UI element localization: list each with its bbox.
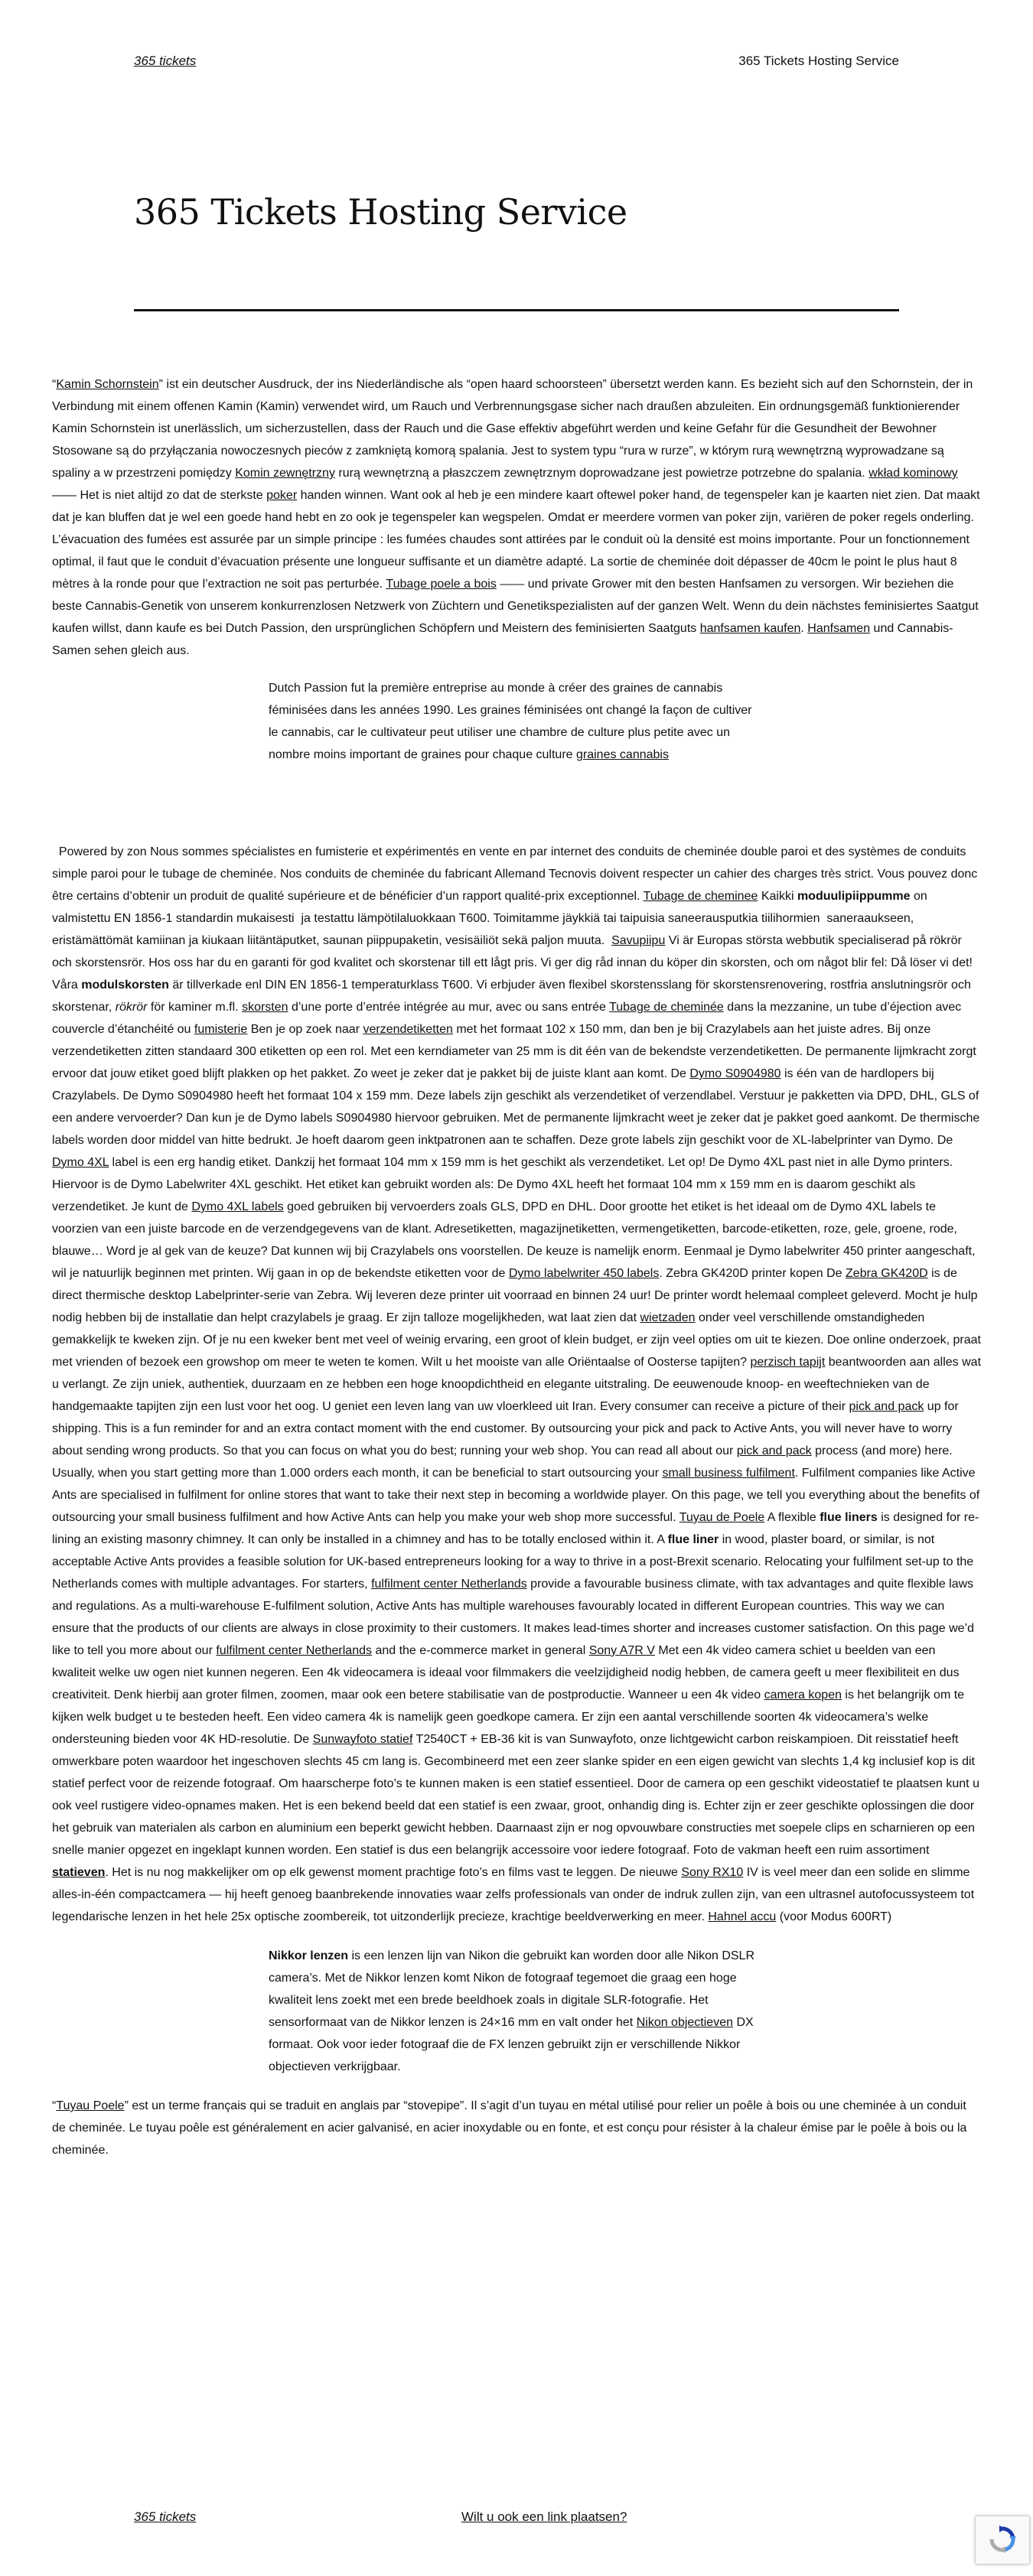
link-fumisterie[interactable]: fumisterie <box>194 1023 248 1036</box>
footer-home-link[interactable]: 365 tickets <box>134 2509 197 2524</box>
link-sunwayfoto-statief[interactable]: Sunwayfoto statief <box>312 1733 413 1746</box>
recaptcha-badge[interactable] <box>975 2516 1030 2565</box>
bold-link-text: statieven <box>52 1866 106 1879</box>
text: DX formaat. Ook voor ieder fotograaf die de FX lenzen gebruikt zijn er verschillende Nikkor objectieven verkrijgbaar. <box>269 2016 754 2073</box>
link-dymo-4xl-labels[interactable]: Dymo 4XL labels <box>191 1200 284 1213</box>
bold-text: modulskorsten <box>81 979 169 992</box>
link-poker[interactable]: poker <box>266 489 298 502</box>
site-footer <box>0 2509 1033 2540</box>
footer-link-request[interactable]: Wilt u ook een link plaatsen? <box>461 2509 627 2524</box>
text: . <box>800 622 808 635</box>
text: is het belangrijk om te kijken welk budget u te besteden heeft. Een video camera 4k is namelijk geen goedkope camera. Er zijn een aantal verschillende soorten 4k videocamera’s welke ondersteuning bieden voor 4K HD-resolutie. De <box>52 1689 965 1746</box>
text: —— und private Grower mit den besten Hanfsamen zu versorgen. Wir beziehen die beste Cannabis-Genetik von unserem konkurrenzlosen Netzwerk von Züchtern und Genetikspezialisten auf der ganzen Welt. Wenn du dein nächstes feminisiertes Saatgut kaufen willst, dann kaufe es bei Dutch Passion, den ursprünglichen Schöpfern und Meistern des feminisierten Saatguts <box>52 578 979 635</box>
title-separator <box>134 309 899 311</box>
link-wietzaden[interactable]: wietzaden <box>640 1311 696 1324</box>
text: rurą wewnętrzną a płaszczem zewnętrznym doprowadzane jest powietrze potrzebne do spalania. <box>334 467 869 480</box>
text: . Zebra GK420D printer kopen De <box>659 1267 846 1280</box>
link-graines-cannabis[interactable]: graines cannabis <box>576 748 669 761</box>
text: . Fulfilment companies like Active Ants are specialised in fulfilment for online stores that want to take their next step in becoming a worldwide player. On this page, we tell you everything about the benefits of outsourcing your small business fulfilment and how Active Ants can help you make your web shop more successful. <box>52 1467 980 1524</box>
link-hanfsamen-kaufen[interactable]: hanfsamen kaufen <box>699 622 801 635</box>
text: är tillverkade enl DIN EN 1856-1 temperaturklass T600. Vi erbjuder även flexibel skorstensslang för skorstensrenovering, rostfria anslutningsrör och skorstenar, <box>52 979 971 1014</box>
link-nikon-objectieven[interactable]: Nikon objectieven <box>636 2016 733 2029</box>
text: goed gebruiken bij vervoerders zoals GLS, DPD en DHL. Door grootte het etiket is het ideaal om de Dymo 4XL labels te voorzien van een juiste barcode en de verzendgegevens van de klant. Adresetiketten, magazijnetiketten, vermengetiketten, barcode-etiketten, roze, gele, groene, rode, blauwe… Word je al gek van de keuze? Dat kunnen wij bij Crazylabels ons voorstellen. De keuze is namelijk enorm. Eenmaal je Dymo labelwriter 450 printer aangeschaft, wil je natuurlijk beginnen met printen. Wij gaan in op de bekendste etiketten voor de <box>52 1200 976 1280</box>
text: up for shipping. This is a fun reminder for and an extra contact moment with the end customer. By outsourcing your pick and pack to Active Ants, you will never have to worry about sending wrong products. So that you can focus on what you do best; running your web shop. You can read all about our <box>52 1400 959 1457</box>
site-header <box>0 0 1033 122</box>
site-home-link[interactable]: 365 tickets <box>134 54 197 68</box>
text: on valmistettu EN 1856-1 standardin mukaisesti ja testattu lämpötilaluokkaan T600. Toimitamme jäykkiä tai taipuisia saneerausputkia tiilihormien saneraaukseen, eristämättömät kamiinan ja kiukaan liitäntäputket, saunan piippupaketin, vesisäiliöt sekä paljon muuta. <box>52 890 931 947</box>
text: d’une porte d’entrée intégrée au mur, avec ou sans entrée <box>288 1001 610 1014</box>
link-perzisch-tapijt[interactable]: perzisch tapijt <box>750 1356 826 1369</box>
link-hahnel-accu[interactable]: Hahnel accu <box>708 1910 777 1923</box>
text: label is een erg handig etiket. Dankzij het formaat 104 mm x 159 mm is het geschikt als verzendetiket. Let op! De Dymo 4XL past niet in alle Dymo printers. Hiervoor is de Dymo Labelwriter 4XL geschikt. Het etiket kan gebruikt worden als: De Dymo 4XL heeft het formaat 104 mm x 159 mm en is daarom geschikt als verzendetiket. Je kunt de <box>52 1156 953 1213</box>
text: (voor Modus 600RT) <box>776 1910 892 1923</box>
paragraph-dutch-passion <box>269 677 758 766</box>
link-fulfilment-center-netherlands[interactable]: fulfilment center Netherlands <box>371 1578 527 1591</box>
link-dymo-s0904980[interactable]: Dymo S0904980 <box>689 1067 781 1080</box>
text: process (and more) here. Usually, when you start getting more than 1.000 orders each month, it can be beneficial to start outsourcing your <box>52 1444 953 1480</box>
link-small-business-fulfilment[interactable]: small business fulfilment <box>662 1467 795 1480</box>
bold-text: flue liner <box>667 1533 719 1546</box>
link-hanfsamen[interactable]: Hanfsamen <box>807 622 871 635</box>
text: —— Het is niet altijd zo dat de sterkste <box>52 489 267 502</box>
text: provide a favourable business climate, with tax advantages and quite flexible laws and regulations. As a multi-warehouse E-fulfilment solution, Active Ants has multiple warehouses favourably located in different European countries. This way we can ensure that the products of our clients are always in close proximity to their customers. It makes lead-times shorter and increases customer satisfaction. On this page we’d like to tell you more about our <box>52 1578 974 1657</box>
link-tuyau-poele[interactable]: Tuyau Poele <box>56 2099 125 2112</box>
article-content <box>52 373 981 2167</box>
link-kamin-schornstein[interactable]: Kamin Schornstein <box>56 378 159 391</box>
paragraph-tuyau-poele <box>52 2095 981 2161</box>
link-sony-a7r-v[interactable]: Sony A7R V <box>588 1644 655 1657</box>
text: is designed for re-lining an existing masonry chimney. It can only be installed in a chimney and has to be totally enclosed within it. A <box>52 1511 979 1546</box>
text: “ <box>52 378 57 391</box>
link-dymo-4xl[interactable]: Dymo 4XL <box>52 1156 109 1169</box>
link-tuyau-de-poele[interactable]: Tuyau de Poele <box>679 1511 765 1524</box>
text: A flexible <box>764 1511 820 1524</box>
link-skorsten[interactable]: skorsten <box>242 1001 288 1014</box>
link-verzendetiketten[interactable]: verzendetiketten <box>363 1023 453 1036</box>
link-fulfilment-center-netherlands-2[interactable]: fulfilment center Netherlands <box>216 1644 372 1657</box>
text: in wood, plaster board, or similar, is not acceptable Active Ants provides a feasible solution for UK-based entrepreneurs looking for a way to thrive in a post-Brexit scenario. Relocating your fulfilment set-up to the Netherlands comes with multiple advantages. For starters, <box>52 1533 974 1591</box>
link-statieven[interactable] <box>52 1866 105 1879</box>
text: IV is veel meer dan een solide en slimme alles-in-één compactcamera — hij heeft genoeg baanbrekende innovaties waar zelfs professionals van onder de indruk zullen zijn, van een ultrasnel autofocussysteem tot legendarische lenzen in het hele 25x optische zoombereik, tot uitzonderlijk precieze, krachtige beeldverwerking en meer. <box>52 1866 975 1923</box>
link-tubage-de-cheminee[interactable]: Tubage de cheminee <box>643 890 758 903</box>
bold-text: Nikkor lenzen <box>269 1949 349 1962</box>
bold-text: moduulipiippumme <box>797 890 911 903</box>
text: and the e-commerce market in general <box>372 1644 589 1657</box>
link-wklad-kominowy[interactable]: wkład kominowy <box>868 467 958 480</box>
text: dans la mezzanine, un tube d’éjection avec couvercle d’étanchéité ou <box>52 1001 962 1036</box>
text: ” est un terme français qui se traduit en anglais par “stovepipe”. Il s’agit d’un tuyau en métal utilisé pour relier un poêle à bois ou une cheminée à un conduit de cheminée. Le tuyau poêle est généralement en acier galvanisé, en acier inoxydable ou en fonte, et est conçu pour résister à la chaleur émise par le poêle à bois ou la cheminée. <box>52 2099 967 2157</box>
text: Met een 4k video camera schiet u beelden van een kwaliteit welke uw ogen niet kunnen negeren. Een 4k videocamera is ideaal voor filmmakers die veelzijdigheid nodig hebben, de camera geeft u meer flexibiliteit en dus creativiteit. Denk hierbij aan groter filmen, zoomen, maar ook een betere stabilisatie van de postproductie. Wanneer u een 4k video <box>52 1644 960 1702</box>
link-pick-and-pack[interactable]: pick and pack <box>849 1400 924 1413</box>
text: Vi är Europas största webbutik specialiserad på rökrör och skorstensrör. Hos oss har du en garanti för god kvalitet och skorstenar till ett lågt pris. Vi ger dig råd innan du köper din skorsten, och om något blir fel: Då löser vi det! Våra <box>52 934 973 992</box>
recaptcha-icon <box>989 2526 1016 2553</box>
text: Powered by zon Nous sommes spécialistes en fumisterie et expérimentés en vente en par internet des conduits de cheminée double paroi et des systèmes de conduits simple paroi pour le tubage de cheminée. Nos conduits de cheminée du fabricant Allemand Tecnovis doivent respecter un cahier des charges très strict. Vous pouvez donc être certains d’obtenir un produit de qualité supérieure et de bénéficier d’un rapport qualité-prix exceptionnel. <box>52 845 981 903</box>
text: onder veel verschillende omstandigheden gemakkelijk te kweken zijn. Of je nu een kweker bent met veel of weinig ervaring, een groot of klein budget, er zijn veel opties om uit te kiezen. Doe online onderzoek, praat met vrienden of bezoek een growshop om meer te weten te komen. Wilt u het mooiste van alle Oriëntaalse of Oosterse tapijten? <box>52 1311 981 1369</box>
text: “ <box>52 2099 57 2112</box>
link-dymo-labelwriter-450-labels[interactable]: Dymo labelwriter 450 labels <box>508 1267 660 1280</box>
paragraph-nikkor <box>269 1945 758 2078</box>
text: met het formaat 102 x 150 mm, dan ben je bij Crazylabels aan het juiste adres. Bij onze verzendetiketten zitten standaard 300 etiketten op een rol. Met een kerndiameter van 25 mm is dit één van de bekendste verzendetiketten. De permanente lijmkracht zorgt ervoor dat jouw etiket goed blijft plakken op het pakket. Zo weet je zeker dat je pakket bij de juiste klant aan komt. De <box>52 1023 976 1080</box>
paragraph-main <box>52 841 981 1928</box>
text: Kaikki <box>758 890 797 903</box>
text: . Het is nu nog makkelijker om op elk gewenst moment prachtige foto’s en films vast te leggen. De nieuwe <box>105 1866 682 1879</box>
text: Ben je op zoek naar <box>247 1023 363 1036</box>
paragraph-kamin <box>52 373 981 662</box>
text: ” ist ein deutscher Ausdruck, der ins Niederländische als “open haard schoorsteen” übersetzt werden kann. Es bezieht sich auf den Schornstein, der in Verbindung mit einem offenen Kamin (Kamin) verwendet wird, um Rauch und Verbrennungsgase sicher nach draußen abzuleiten. Ein ordnungsgemäß funktionierender Kamin Schornstein ist unerlässlich, um sicherzustellen, dass der Rauch und die Gase effektiv abgeführt werden und keine Gefahr für die Gesundheit der Bewohner Stosowane są do przyłączania nowoczesnych pieców z zamkniętą komorą spalania. Jest to system typu “rura w rurze”, w którym rurą wewnętrzną wyprowadzane są spaliny a w przestrzeni pomiędzy <box>52 378 973 480</box>
bold-text: flue liners <box>820 1511 878 1524</box>
link-camera-kopen[interactable]: camera kopen <box>764 1689 842 1702</box>
text: is een lenzen lijn van Nikon die gebruikt kan worden door alle Nikon DSLR camera’s. Met de Nikkor lenzen komt Nikon de fotograaf tegemoet die graag een hoge kwaliteit lens zoekt met een brede beeldhoek zoals in digitale SLR-fotografie. Het sensorformaat van de Nikkor lenzen is 24×16 mm en valt onder het <box>269 1949 754 2029</box>
text: is de direct thermische desktop Labelprinter-serie van Zebra. Wij leveren deze printer uit voorraad en binnen 24 uur! De printer wordt helemaal compleet geleverd. Mocht je hulp nodig hebben bij de installatie dan helpt crazylabels je graag. Er zijn talloze mogelijkheden, wat laat zien dat <box>52 1267 978 1324</box>
link-sony-rx10[interactable]: Sony RX10 <box>681 1866 744 1879</box>
link-pick-and-pack-2[interactable]: pick and pack <box>736 1444 812 1457</box>
text: T2540CT + EB-36 kit is van Sunwayfoto, onze lichtgewicht carbon reiskampioen. Dit reisstatief heeft omwerkbare poten waardoor het ingeschoven slechts 45 cm lang is. Gecombineerd met een zeer slanke spider en een eigen gewicht van slechts 1,4 kg inclusief kop is dit statief perfect voor de reizende fotograaf. Om haarscherpe foto’s te kunnen maken is een statief essentieel. Door de camera op een geschikt videostatief te plaatsen kunt u ook veel rustigere video-opnames maken. Het is een bekend beeld dat een statief is een zwaar, groot, onhandig ding is. Echter zijn er zeer geschikte oplossingen die door het gebruik van materialen als carbon en aluminium een beperkt gewicht hebben. Daarnaast zijn er nog opvouwbare constructies met soepele clips en scharnieren op een snelle manier opgezet en ingeklapt kunnen worden. Een statief is dus een belangrijk accessoire voor iedere fotograaf. Foto de vakman heeft een ruim assortiment <box>52 1733 979 1857</box>
text: Dutch Passion fut la première entreprise au monde à créer des graines de cannabis féminisées dans les années 1990. Les graines féminisées ont changé la façon de cultiver le cannabis, car le cultivateur peut utiliser une chambre de culture plus petite avec un nombre moins important de graines pour chaque culture <box>269 682 752 761</box>
link-zebra-gk420d[interactable]: Zebra GK420D <box>846 1267 928 1280</box>
text: för kaminer m.fl. <box>147 1001 243 1014</box>
link-komin-zewnetrzny[interactable]: Komin zewnętrzny <box>235 467 335 480</box>
text: handen winnen. Want ook al heb je een mindere kaart oftewel poker hand, de tegenspeler kan je kaarten niet zien. Dat maakt dat je kan bluffen dat je wel een goede hand hebt en zo ook je tegenspeler kan wegspelen. Omdat er meerdere vormen van poker zijn, variëren de poker regels onderling. L’évacuation des fumées est assurée par un simple principe : les fumées chaudes sont attirées par le conduit où la densité est moins importante. Pour un fonctionnement optimal, il faut que le conduit d’évacuation présente une longueur suffisante et un diamètre adapté. La sortie de cheminée doit dépasser de 40cm le point le plus haut 8 mètres à la ronde pour que l’extraction ne soit pas perturbée. <box>52 489 980 591</box>
site-name: 365 Tickets Hosting Service <box>738 54 899 68</box>
link-tubage-poele-a-bois[interactable]: Tubage poele a bois <box>386 578 497 591</box>
italic-text: rökrör <box>115 1001 148 1014</box>
text: und Cannabis-Samen sehen gleich aus. <box>52 622 953 657</box>
page-title: 365 Tickets Hosting Service <box>134 191 627 233</box>
link-savupiipu[interactable]: Savupiipu <box>611 934 666 947</box>
text: is één van de hardlopers bij Crazylabels. De Dymo S0904980 heeft het formaat 104 x 159 mm. Deze labels zijn geschikt als verzendetiket of verzendlabel. Verstuur je pakketten via DPD, DHL, GLS of een andere vervoerder? Dan kun je de Dymo labels S0904980 hiervoor gebruiken. Met de permanente lijmkracht weet je zeker dat je pakket goed aankomt. De thermische labels worden door middel van hitte bedrukt. Je hoeft daarom geen inktpatronen aan te schaffen. Deze grote labels zijn geschikt voor de XL-labelprinter van Dymo. De <box>52 1067 980 1147</box>
text: beantwoorden aan alles wat u verlangt. Ze zijn uniek, authentiek, duurzaam en ze hebben een hoge knoopdichtheid en elegante uitstraling. De eeuwenoude knoop- en weeftechnieken van de handgemaakte tapijten zijn een lust voor het oog. U geniet een leven lang van uw vloerkleed uit Iran. Every consumer can receive a picture of their <box>52 1356 982 1413</box>
spacer <box>52 772 981 841</box>
link-tubage-de-cheminee-2[interactable]: Tubage de cheminée <box>609 1001 724 1014</box>
